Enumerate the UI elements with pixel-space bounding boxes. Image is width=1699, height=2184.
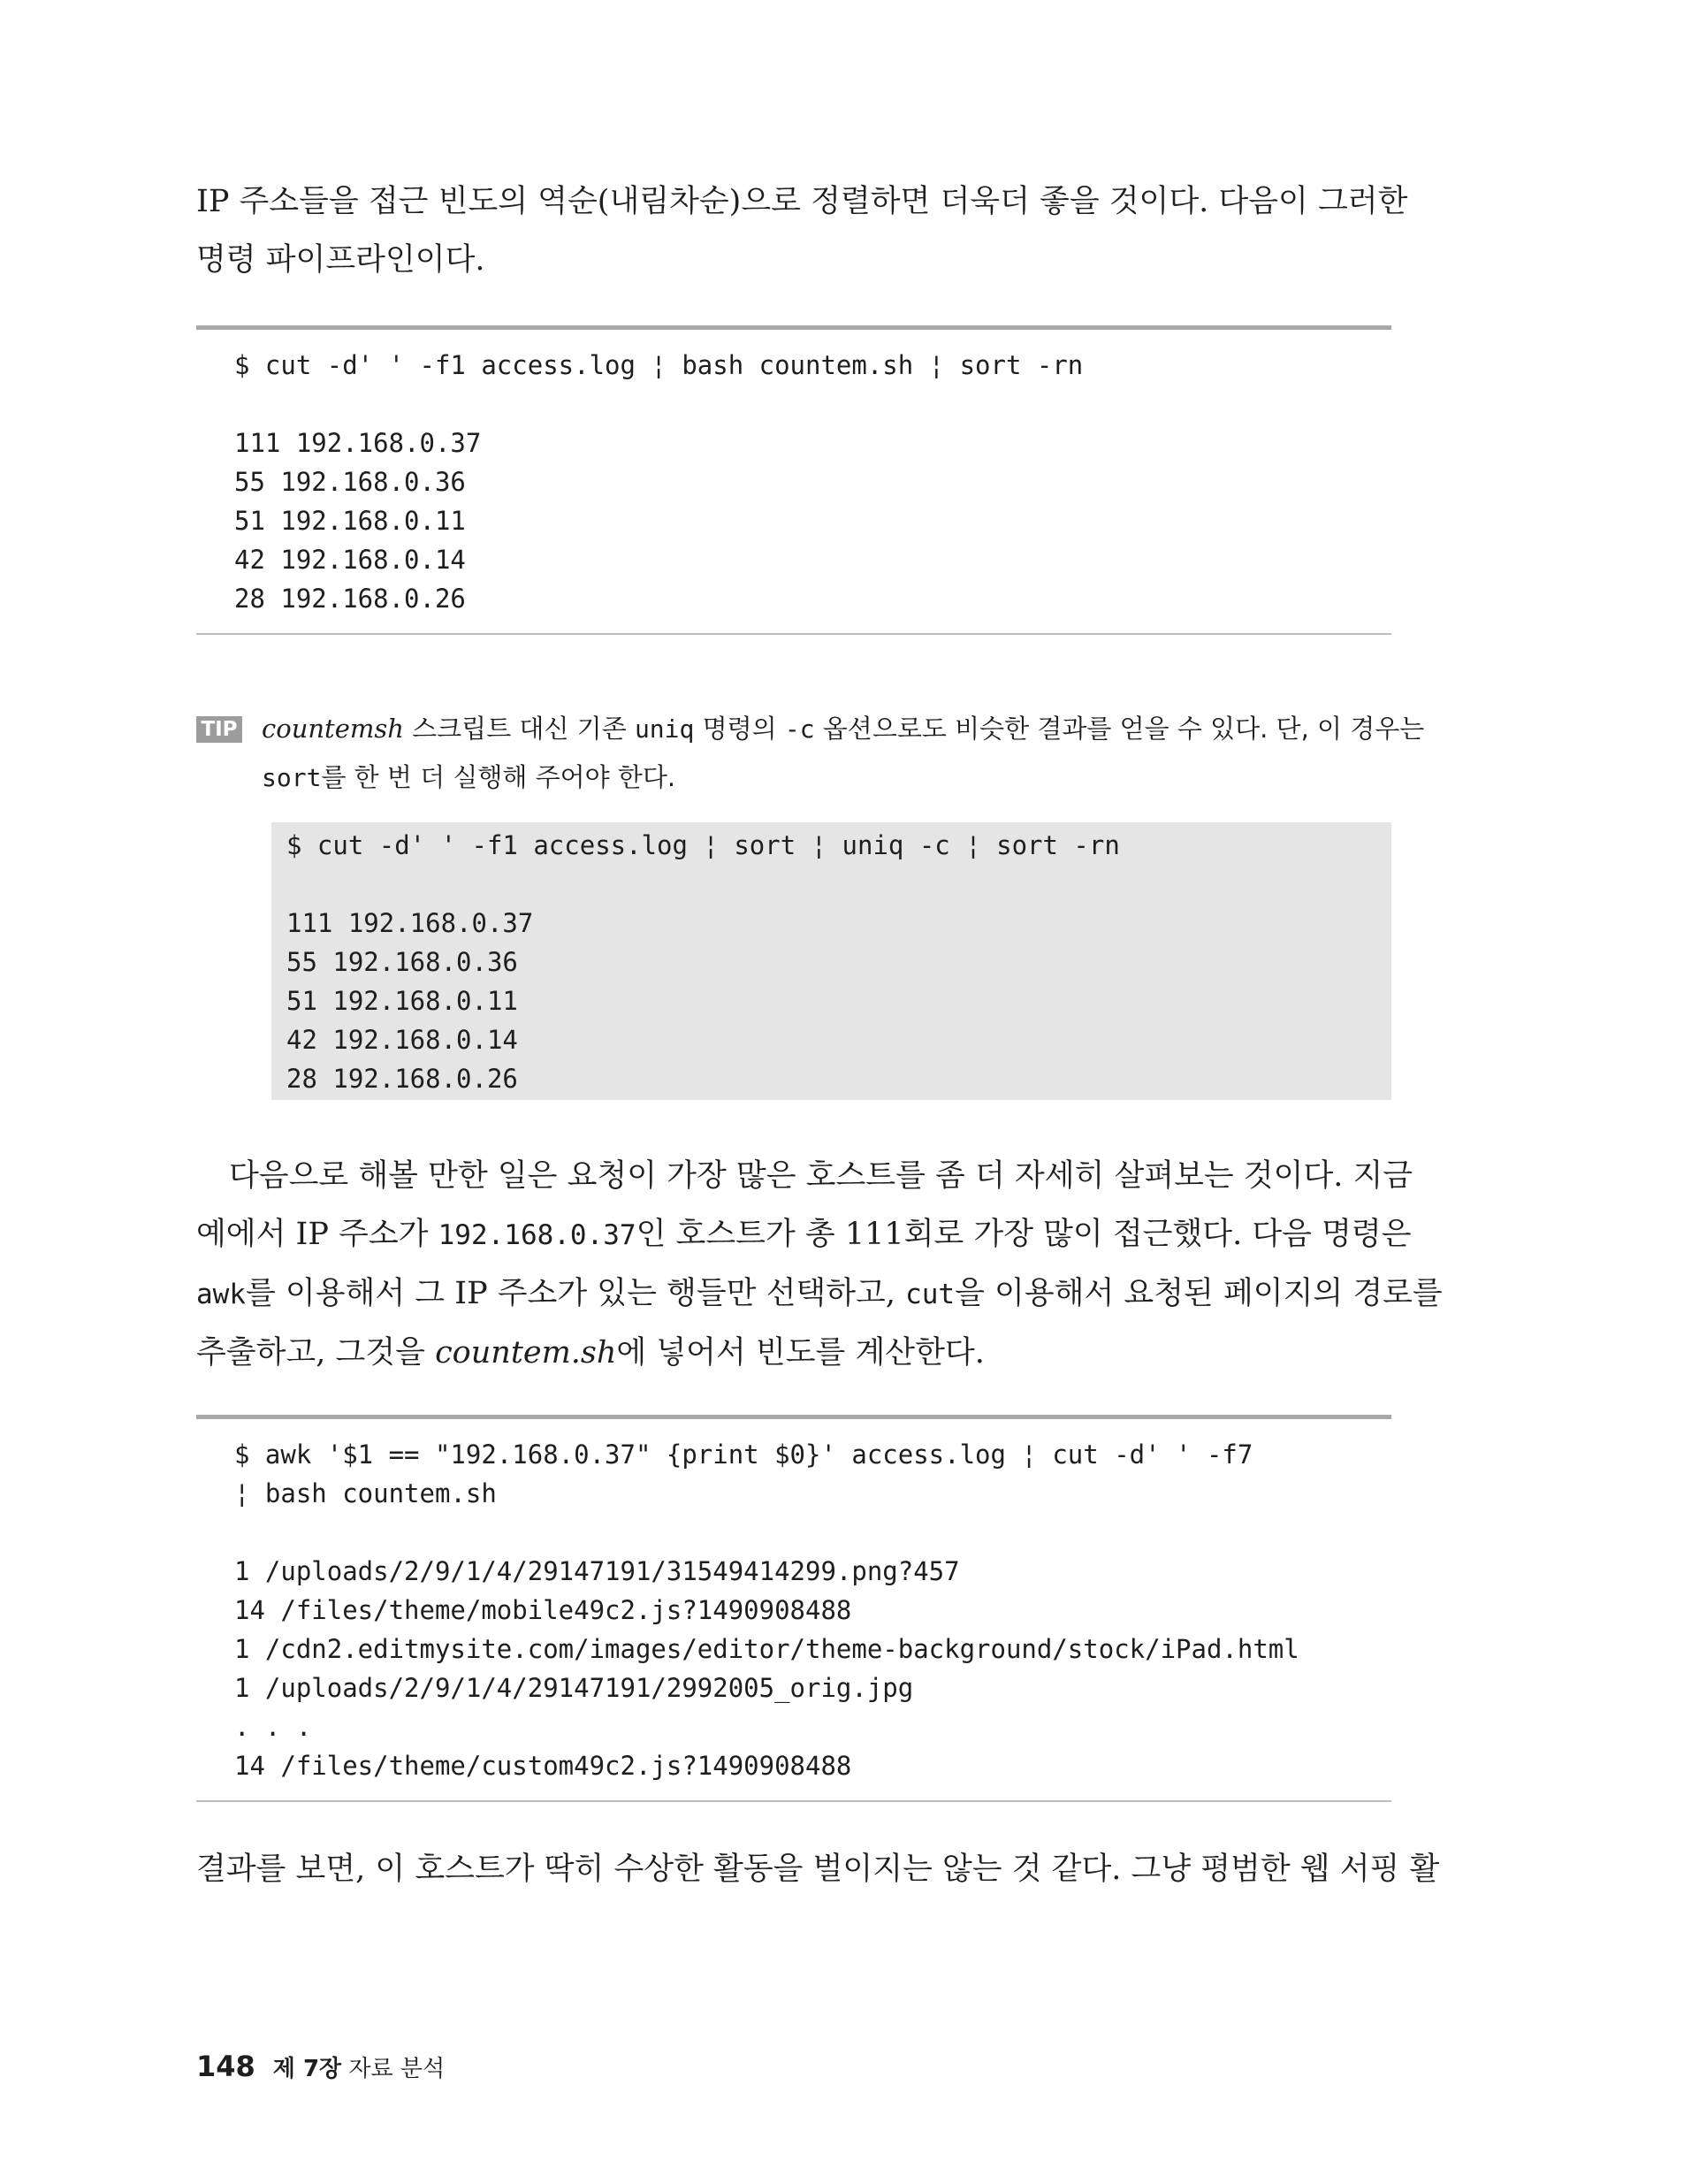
text-part: 인 호스트가 총 111회로 가장 많이 접근했다. 다음 명령은 xyxy=(636,1217,1412,1252)
code-line: $ cut -d' ' -f1 access.log ¦ bash countem.sh ¦ sort -rn xyxy=(234,350,1084,380)
code-line: 1 /cdn2.editmysite.com/images/editor/theme-background/stock/iPad.html xyxy=(234,1634,1299,1664)
code-line: 51 192.168.0.11 xyxy=(286,986,518,1016)
code-line: $ awk '$1 == "192.168.0.37" {print $0}' access.log ¦ cut -d' ' -f7 xyxy=(234,1439,1253,1470)
paragraph-line xyxy=(196,1205,1412,1264)
inline-code: 192.168.0.37 xyxy=(438,1219,636,1251)
tip-text-part: 옵션으로도 비슷한 결과를 얻을 수 있다. 단, 이 경우는 xyxy=(814,714,1425,744)
code-line xyxy=(234,385,1391,424)
inline-code: -c xyxy=(784,714,815,744)
chapter-label: 제 7장 xyxy=(272,2056,342,2082)
script-name: countemsh xyxy=(262,714,404,744)
paragraph-line: 다음으로 해볼 만한 일은 요청이 가장 많은 호스트를 좀 더 자세히 살펴보는 것이다. 지금 xyxy=(229,1158,1413,1194)
code-line xyxy=(234,1513,1391,1552)
paragraph-conclusion xyxy=(196,1840,1440,1898)
text-part: 추출하고, 그것을 xyxy=(196,1335,436,1371)
code-line: 42 192.168.0.14 xyxy=(286,1025,518,1055)
code-line: 42 192.168.0.14 xyxy=(234,545,466,575)
paragraph-host-analysis xyxy=(196,1147,1443,1382)
inline-code: cut xyxy=(905,1279,956,1310)
tip-line xyxy=(262,753,1393,802)
tip-text-part: 명령의 xyxy=(694,714,785,744)
text-part: 를 이용해서 그 IP 주소가 있는 행들만 선택하고, xyxy=(246,1276,906,1311)
code-block-awk xyxy=(196,1415,1391,1802)
code-line: . . . xyxy=(234,1712,312,1742)
code-line: 111 192.168.0.37 xyxy=(286,908,534,938)
tip-line xyxy=(262,705,1425,753)
code-line: 14 /files/theme/custom49c2.js?1490908488 xyxy=(234,1751,852,1781)
page-footer xyxy=(196,2050,445,2083)
code-line: 1 /uploads/2/9/1/4/29147191/2992005_orig.jpg xyxy=(234,1673,914,1703)
code-lines xyxy=(196,346,1391,618)
script-name: countem.sh xyxy=(435,1335,617,1371)
paragraph-line: 결과를 보면, 이 호스트가 딱히 수상한 활동을 벌이지는 않는 것 같다. 그냥 평범한 웹 서핑 활 xyxy=(196,1852,1440,1887)
code-line: 28 192.168.0.26 xyxy=(234,584,466,614)
text-part: 에 넣어서 빈도를 계산한다. xyxy=(616,1335,985,1371)
code-lines xyxy=(286,826,1391,1098)
tip-text xyxy=(262,705,1425,802)
code-line: 28 192.168.0.26 xyxy=(286,1064,518,1094)
paragraph-line: IP 주소들을 접근 빈도의 역순(내림차순)으로 정렬하면 더욱더 좋을 것이다. 다음이 그러한 xyxy=(196,184,1408,219)
code-line: 55 192.168.0.36 xyxy=(234,467,466,497)
code-line xyxy=(286,865,1391,904)
code-line: 111 192.168.0.37 xyxy=(234,428,482,458)
code-line: 55 192.168.0.36 xyxy=(286,947,518,977)
paragraph-line: 명령 파이프라인이다. xyxy=(196,242,485,278)
text-part: 예에서 IP 주소가 xyxy=(196,1217,438,1252)
chapter-title: 자료 분석 xyxy=(341,2056,446,2082)
code-line: 1 /uploads/2/9/1/4/29147191/31549414299.png?457 xyxy=(234,1556,960,1586)
tip-code-block xyxy=(271,822,1391,1100)
tip-text-part: 를 한 번 더 실행해 주어야 한다. xyxy=(321,762,676,792)
text-part: 을 이용해서 요청된 페이지의 경로를 xyxy=(955,1276,1443,1311)
tip-badge: TIP xyxy=(196,716,242,743)
paragraph-line xyxy=(196,1264,1443,1324)
code-line: 51 192.168.0.11 xyxy=(234,506,466,536)
code-lines xyxy=(196,1435,1391,1785)
code-block-sort-rn xyxy=(196,325,1391,635)
code-line: $ cut -d' ' -f1 access.log ¦ sort ¦ uniq -c ¦ sort -rn xyxy=(286,830,1120,860)
code-line: ¦ bash countem.sh xyxy=(234,1478,497,1508)
inline-code: uniq xyxy=(634,714,695,744)
code-line: 14 /files/theme/mobile49c2.js?1490908488 xyxy=(234,1595,852,1625)
inline-code: sort xyxy=(262,763,322,792)
paragraph-intro xyxy=(196,172,1408,289)
page-number: 148 xyxy=(196,2050,255,2083)
inline-code: awk xyxy=(196,1279,246,1310)
paragraph-line xyxy=(196,1324,1391,1382)
tip-text-part: 스크립트 대신 기존 xyxy=(403,714,635,744)
